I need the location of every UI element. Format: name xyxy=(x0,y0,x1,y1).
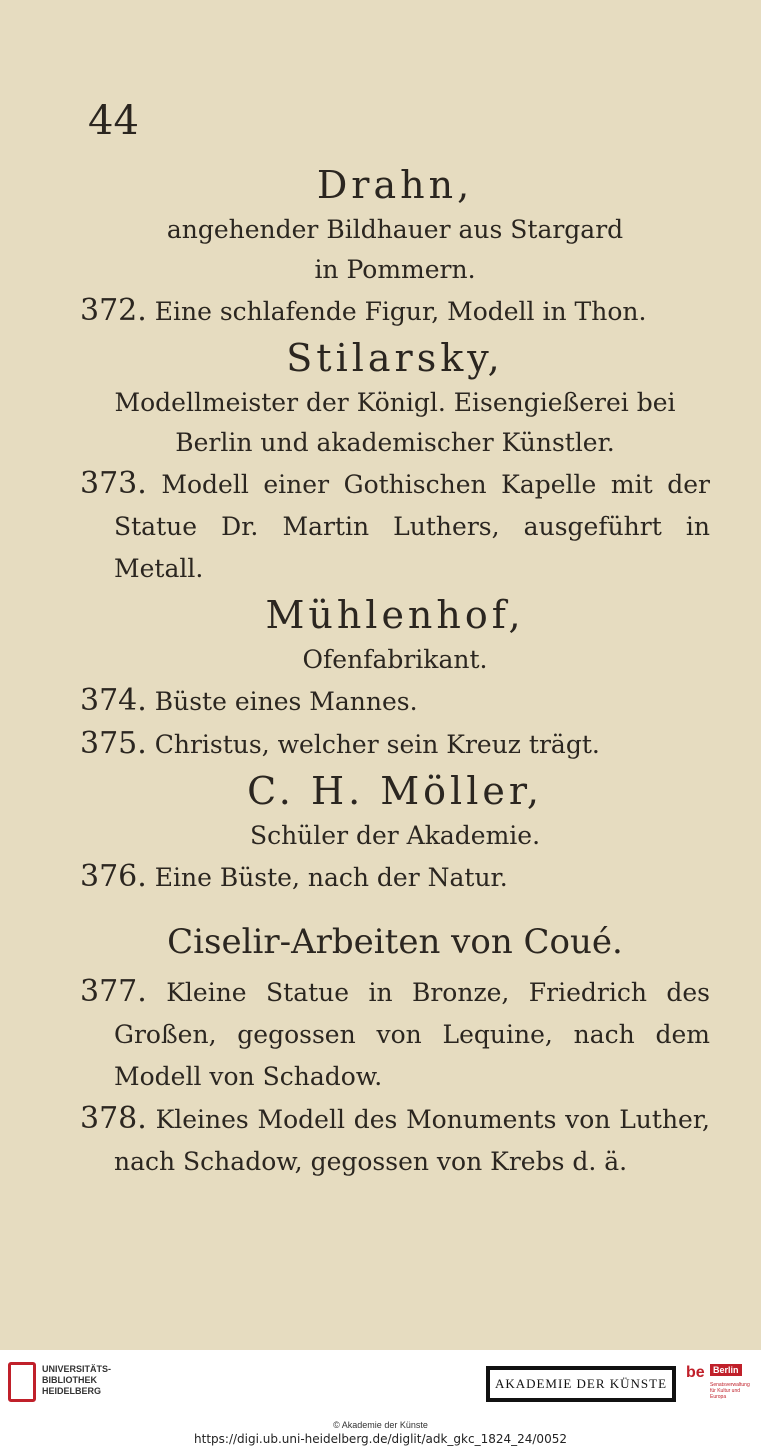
item-text: Büste eines Mannes. xyxy=(154,687,418,716)
catalog-entries xyxy=(80,160,710,1183)
artist-name: Mühlenhof, xyxy=(265,593,525,637)
artist-name: C. H. Möller, xyxy=(247,769,543,813)
item-text: Christus, welcher sein Kreuz trägt. xyxy=(154,730,600,759)
artist-description: Berlin und akademischer Künstler. xyxy=(175,428,615,457)
artist-name: Stilarsky, xyxy=(286,336,504,380)
artist-description: Schüler der Akademie. xyxy=(249,821,541,850)
item-text: Eine Büste, nach der Natur. xyxy=(154,863,508,892)
senat-text: Senatsverwaltung für Kultur und Europa xyxy=(710,1382,750,1400)
berlin-badge: Berlin xyxy=(710,1364,742,1376)
copyright-notice: © Akademie der Künste xyxy=(333,1420,428,1430)
akademie-der-kuenste-logo[interactable] xyxy=(486,1366,676,1402)
ub-heidelberg-logo[interactable] xyxy=(8,1362,118,1406)
catalog-item xyxy=(80,680,710,723)
catalog-item xyxy=(80,971,710,1098)
catalog-item xyxy=(80,290,710,333)
item-number: 372. xyxy=(80,293,147,328)
catalog-item xyxy=(80,856,710,899)
footer xyxy=(0,1350,761,1448)
artist-name: Drahn, xyxy=(316,163,474,207)
artist-description: in Pommern. xyxy=(314,255,476,284)
catalog-item xyxy=(80,1098,710,1183)
berlin-be-mark: be xyxy=(686,1364,705,1381)
page-url[interactable]: https://digi.ub.uni-heidelberg.de/diglit/adk_gkc_1824_24/0052 xyxy=(194,1432,567,1446)
section-heading: Ciselir-Arbeiten von Coué. xyxy=(167,922,623,962)
item-text: Modell einer Gothischen Kapelle mit der Statue Dr. Martin Luthers, ausgeführt in Metall. xyxy=(114,470,710,583)
item-number: 378. xyxy=(80,1101,147,1136)
item-number: 375. xyxy=(80,726,147,761)
artist-description: Modellmeister der Königl. Eisengießerei bei xyxy=(114,388,676,417)
berlin-senat-logo[interactable] xyxy=(686,1362,750,1404)
ub-logo-icon xyxy=(8,1362,36,1402)
catalog-item xyxy=(80,463,710,590)
item-text: Kleine Statue in Bronze, Friedrich des Großen, gegossen von Lequine, nach dem Modell von Schadow. xyxy=(114,978,710,1091)
item-number: 376. xyxy=(80,859,147,894)
item-number: 374. xyxy=(80,683,147,718)
artist-description: Ofenfabrikant. xyxy=(302,645,488,674)
item-text: Kleines Modell des Monuments von Luther, nach Schadow, gegossen von Krebs d. ä. xyxy=(114,1105,711,1176)
item-text: Eine schlafende Figur, Modell in Thon. xyxy=(154,297,647,326)
adk-logo-text: AKADEMIE DER KÜNSTE xyxy=(490,1370,672,1398)
ub-logo-text: UNIVERSITÄTS- BIBLIOTHEK HEIDELBERG xyxy=(42,1364,112,1396)
artist-description: angehender Bildhauer aus Stargard xyxy=(166,215,624,244)
item-number: 377. xyxy=(80,974,147,1009)
page-number: 44 xyxy=(88,98,139,144)
catalog-item xyxy=(80,723,710,766)
item-number: 373. xyxy=(80,466,147,501)
